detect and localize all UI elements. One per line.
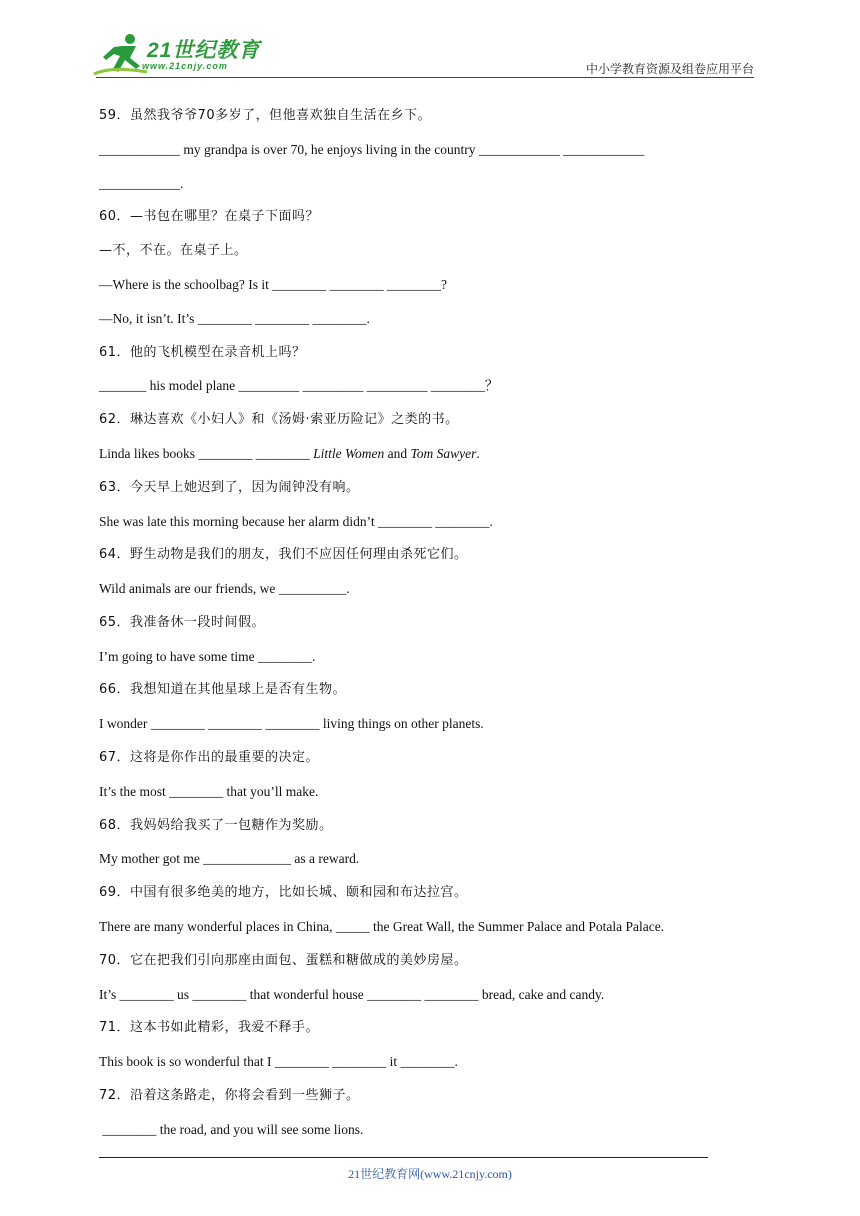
question-60-answer-line-1: —Where is the schoolbag? Is it ________ ________ ________? [99,277,447,292]
question-61-answer: _______ his model plane _________ _________ _________ ________？ [99,378,499,393]
question-67-prompt: 67．这将是你作出的最重要的决定。 [99,750,320,765]
question-71-prompt: 71．这本书如此精彩，我爱不释手。 [99,1020,320,1035]
site-logo [92,32,262,78]
question-59-answer-line-2: ____________. [99,176,184,191]
question-64-prompt: 64．野生动物是我们的朋友，我们不应因任何理由杀死它们。 [99,547,468,562]
question-60-prompt: 60．—书包在哪里？在桌子下面吗？ [99,209,320,224]
question-67-answer: It’s the most ________ that you’ll make. [99,784,319,799]
question-59-prompt: 59．虽然我爷爷70多岁了，但他喜欢独自生活在乡下。 [99,108,432,123]
page-footer: 21世纪教育网(www.21cnjy.com) [348,1167,512,1181]
question-65-prompt: 65．我准备休一段时间假。 [99,615,266,630]
logo-text: 21世纪教育 [147,39,261,62]
question-71-answer: This book is so wonderful that I ________ ________ it ________. [99,1054,458,1069]
question-63-answer: She was late this morning because her alarm didn’t ________ ________. [99,514,493,529]
question-68-prompt: 68．我妈妈给我买了一包糖作为奖励。 [99,818,333,833]
question-61-prompt: 61．他的飞机模型在录音机上吗？ [99,345,306,360]
question-72-answer: ________ the road, and you will see some lions. [99,1122,364,1137]
question-69-answer: There are many wonderful places in China, _____ the Great Wall, the Summer Palace and Potala Palace. [99,919,665,934]
platform-title: 中小学教育资源及组卷应用平台 [585,62,754,76]
question-64-answer: Wild animals are our friends, we __________. [99,581,350,596]
question-66-answer: I wonder ________ ________ ________ living things on other planets. [99,716,484,731]
logo-url: www.21cnjy.com [142,61,228,71]
question-60-answer-line-2: —No, it isn’t. It’s ________ ________ ________. [99,311,370,326]
question-63-prompt: 63．今天早上她迟到了，因为闹钟没有响。 [99,480,360,495]
question-70-answer: It’s ________ us ________ that wonderful house ________ ________ bread, cake and candy. [99,987,605,1002]
question-62-answer: Linda likes books ________ ________ Little Women and Tom Sawyer. [99,446,480,461]
runner-logo-icon [92,32,152,78]
question-72-prompt: 72．沿着这条路走，你将会看到一些狮子。 [99,1088,360,1103]
question-68-answer: My mother got me _____________ as a reward. [99,851,360,866]
question-65-answer: I’m going to have some time ________. [99,649,316,664]
header-divider [96,77,754,78]
footer-divider [99,1157,708,1158]
question-59-answer-line-1: ____________ my grandpa is over 70, he enjoys living in the country ____________ ____________ [99,142,645,157]
question-62-prompt: 62．琳达喜欢《小妇人》和《汤姆·索亚历险记》之类的书。 [99,412,459,427]
page-header [0,0,860,90]
question-66-prompt: 66．我想知道在其他星球上是否有生物。 [99,682,347,697]
question-70-prompt: 70．它在把我们引向那座由面包、蛋糕和糖做成的美妙房屋。 [99,953,468,968]
question-60-prompt-2: —不，不在。在桌子上。 [99,243,248,258]
question-69-prompt: 69．中国有很多绝美的地方，比如长城、颐和园和布达拉宫。 [99,885,468,900]
